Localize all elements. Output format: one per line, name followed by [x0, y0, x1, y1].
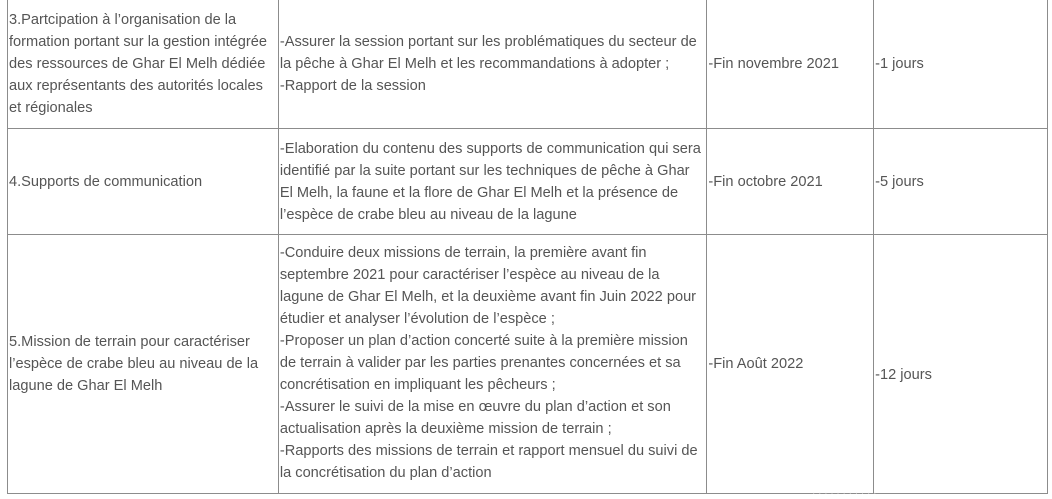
deadline-cell: -Fin octobre 2021 [707, 129, 874, 235]
deadline-cell: -Fin Août 2022 [707, 235, 874, 494]
description-cell [278, 129, 707, 235]
description-item: -Rapports des missions de terrain et rapport mensuel du suivi de la concrétisation du plan d’action [279, 443, 698, 481]
activities-table [7, 0, 1048, 494]
activity-cell: 3.Partcipation à l’organisation de la formation portant sur la gestion intégrée des ressources de Ghar El Melh dédiée aux représentants des autorités locales et régionales [8, 0, 279, 129]
description-item: -Assurer le suivi de la mise en œuvre du plan d’action et son actualisation après la deuxième mission de terrain ; [279, 399, 671, 437]
description-item: -Elaboration du contenu des supports de communication qui sera identifié par la suite portant sur les techniques de pêche à Ghar El Melh, la faune et la flore de Ghar El Melh et la présence de l’espèce de crabe bleu au niveau de la lagune [279, 140, 701, 223]
duration-cell: -1 jours [874, 0, 1048, 129]
activity-cell: 4.Supports de communication [8, 129, 279, 235]
table-row [8, 129, 1048, 235]
deadline-cell: -Fin novembre 2021 [707, 0, 874, 129]
description-item: -Rapport de la session [279, 77, 426, 94]
activity-cell: 5.Mission de terrain pour caractériser l’espèce de crabe bleu au niveau de la lagune de Ghar El Melh [8, 235, 279, 494]
description-item: -Conduire deux missions de terrain, la première avant fin septembre 2021 pour caractériser l’espèce au niveau de la lagune de Ghar El Melh, et la deuxième avant fin Juin 2022 pour étudier et analyser l’évolution de l’espèce ; [279, 245, 697, 327]
duration-cell: -12 jours [874, 235, 1048, 494]
description-cell [278, 0, 707, 129]
table-row [8, 235, 1048, 494]
page-footer-fragment: · · · · · · · · · · · [812, 488, 877, 499]
description-item: -Proposer un plan d’action concerté suite à la première mission de terrain à valider par les parties prenantes concernées et sa concrétisation en impliquant les pêcheurs ; [279, 333, 688, 393]
table-row [8, 0, 1048, 129]
duration-cell: -5 jours [874, 129, 1048, 235]
description-item: -Assurer la session portant sur les problématiques du secteur de la pêche à Ghar El Melh et les recommandations à adopter ; [279, 33, 697, 72]
description-cell [278, 235, 707, 494]
